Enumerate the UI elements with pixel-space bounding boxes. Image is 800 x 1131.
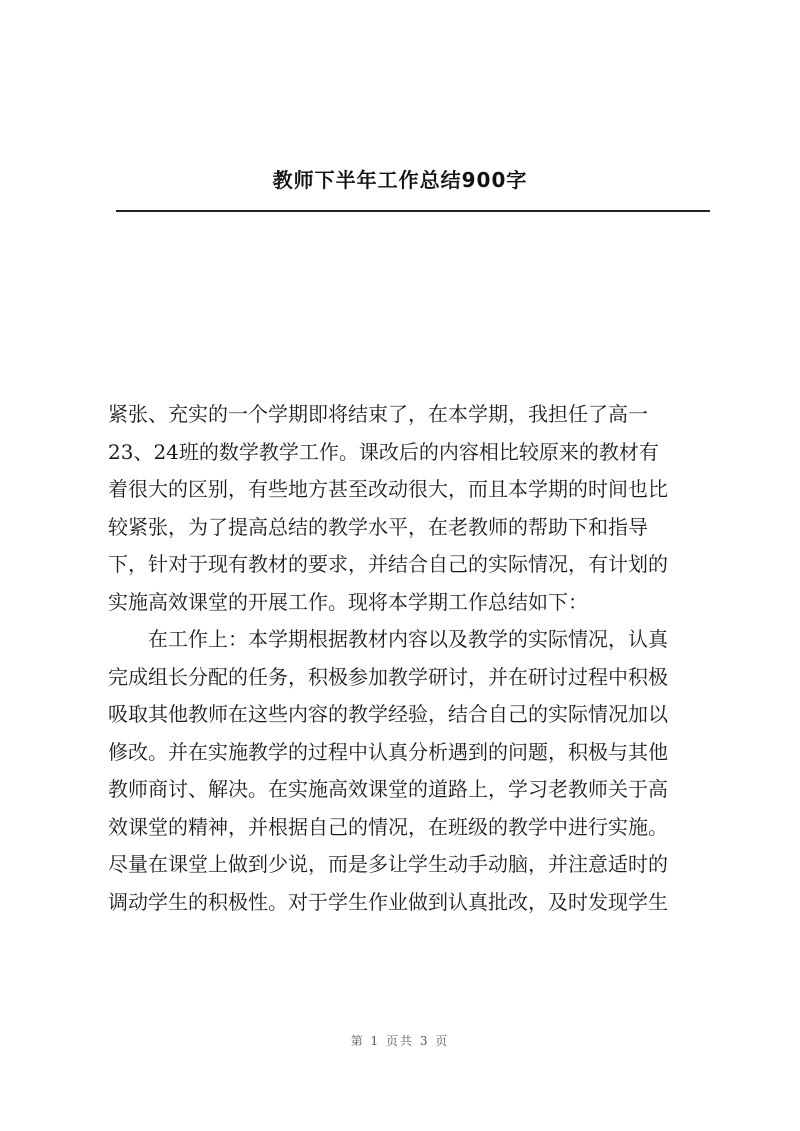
body-line: 紧张、充实的一个学期即将结束了，在本学期，我担任了高一 — [108, 402, 648, 426]
body-line: 在工作上：本学期根据教材内容以及教学的实际情况，认真 — [108, 627, 668, 651]
body-line: 尽量在课堂上做到少说，而是多让学生动手动脑，并注意适时的 — [108, 852, 668, 876]
body-line: 完成组长分配的任务，积极参加教学研讨，并在研讨过程中积极 — [108, 664, 668, 689]
body-line: 调动学生的积极性。对于学生作业做到认真批改，及时发现学生 — [108, 889, 668, 914]
body-line: 着很大的区别，有些地方甚至改动很大，而且本学期的时间也比 — [108, 477, 668, 501]
body-line: 较紧张，为了提高总结的教学水平，在老教师的帮助下和指导 — [108, 514, 648, 539]
body-line: 教师商讨、解决。在实施高效课堂的道路上，学习老教师关于高 — [108, 777, 668, 801]
body-line: 修改。并在实施教学的过程中认真分析遇到的问题，积极与其他 — [108, 739, 668, 764]
body-line: 实施高效课堂的开展工作。现将本学期工作总结如下： — [108, 589, 588, 614]
body-line: 23、24班的数学教学工作。课改后的内容相比较原来的教材有 — [108, 439, 659, 464]
body-line: 效课堂的精神，并根据自己的情况，在班级的教学中进行实施。 — [108, 814, 668, 839]
body-line: 下，针对于现有教材的要求，并结合自己的实际情况，有计划的 — [108, 552, 668, 576]
page-title: 教师下半年工作总结900字 — [272, 168, 528, 192]
title-divider — [116, 210, 710, 212]
document-body — [108, 396, 710, 921]
page-number-footer: 第 1 页共 3 页 — [350, 1034, 450, 1048]
body-line: 吸取其他教师在这些内容的教学经验，结合自己的实际情况加以 — [108, 702, 668, 726]
